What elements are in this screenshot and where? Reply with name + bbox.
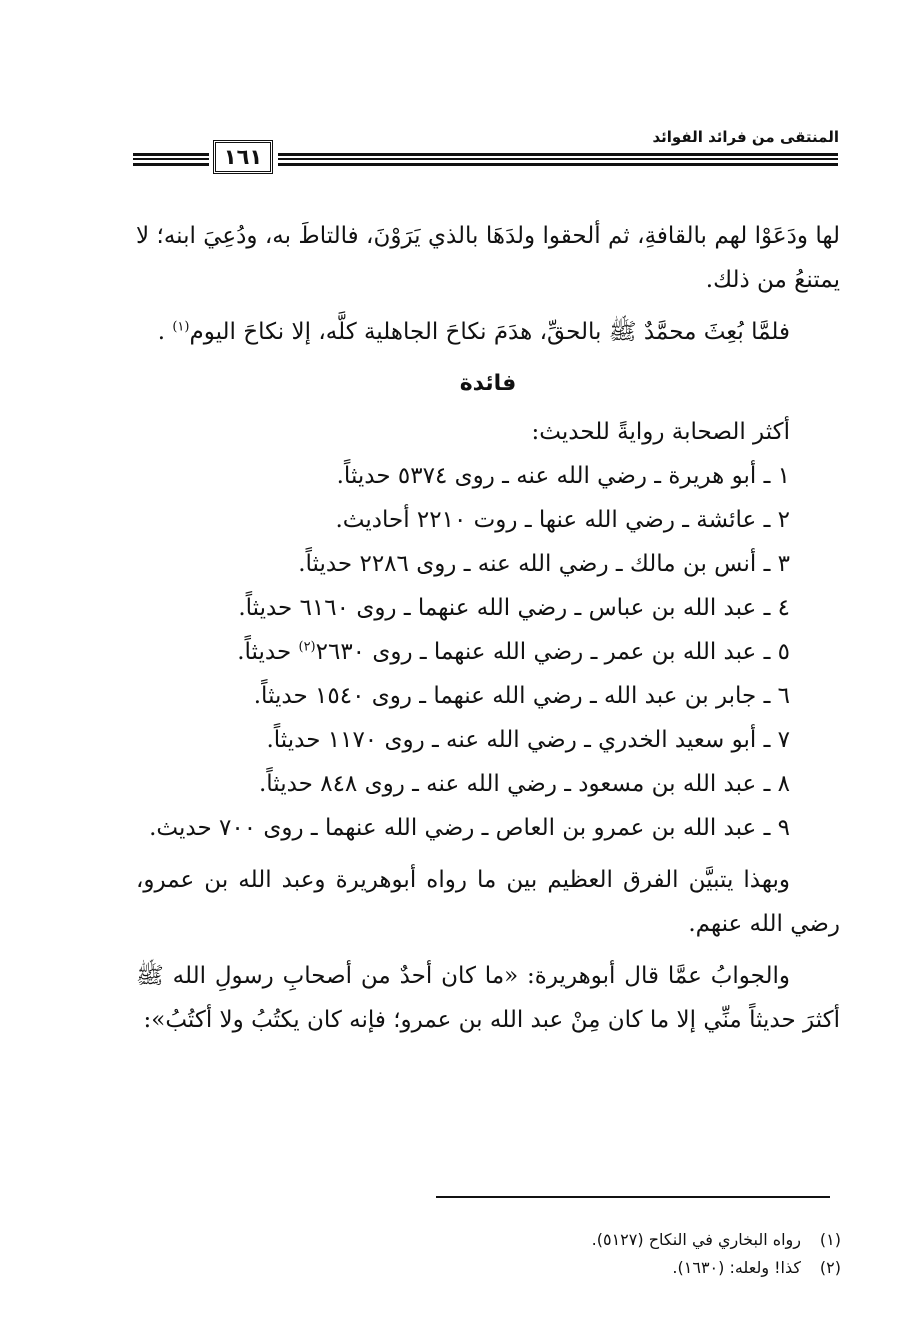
list-item-5-end: حديثاً. xyxy=(237,639,292,665)
footnote-ref-2: (٢) xyxy=(298,639,316,655)
list-item: ٣ ـ أنس بن مالك ـ رضي الله عنه ـ روى ٢٢٨٦ حديثاً. xyxy=(298,551,790,577)
header-rule-right xyxy=(278,153,838,166)
footnote-ref-1: (١) xyxy=(172,319,190,335)
footnotes xyxy=(281,1226,841,1282)
footnote-2 xyxy=(281,1254,841,1282)
paragraph-4: والجوابُ عمَّا قال أبوهريرة: «ما كان أحدٌ من أصحابِ رسولِ الله ﷺ أكثرَ حديثاً منِّي إلا ما كان مِنْ عبد الله بن عمرو؛ فإنه كان يكتُبُ ولا أكتُبُ»: xyxy=(136,963,840,1033)
paragraph-3: وبهذا يتبيَّن الفرق العظيم بين ما رواه أبوهريرة وعبد الله بن عمرو، رضي الله عنهم. xyxy=(136,867,840,937)
page-number: ١٦١ xyxy=(213,140,273,174)
list-item: ٩ ـ عبد الله بن عمرو بن العاص ـ رضي الله عنهما ـ روى ٧٠٠ حديث. xyxy=(149,815,790,841)
footnote-text: كذا! ولعله: (١٦٣٠). xyxy=(672,1258,801,1277)
paragraph-2-end: . xyxy=(157,319,166,345)
footnote-number: (٢) xyxy=(819,1258,841,1277)
list-item: ٧ ـ أبو سعيد الخدري ـ رضي الله عنه ـ روى ١١٧٠ حديثاً. xyxy=(266,727,790,753)
list-item: ٦ ـ جابر بن عبد الله ـ رضي الله عنهما ـ روى ١٥٤٠ حديثاً. xyxy=(253,683,790,709)
list-item: ٨ ـ عبد الله بن مسعود ـ رضي الله عنه ـ روى ٨٤٨ حديثاً. xyxy=(258,771,790,797)
list-item-5-text: ٥ ـ عبد الله بن عمر ـ رضي الله عنهما ـ روى ٢٦٣٠ xyxy=(315,639,790,665)
companions-list xyxy=(136,454,840,850)
header-rule-left xyxy=(133,153,209,166)
main-text xyxy=(136,214,840,1050)
list-item xyxy=(136,630,790,674)
list-intro: أكثر الصحابة روايةً للحديث: xyxy=(531,419,790,445)
paragraph-2 xyxy=(136,310,840,354)
paragraph-1: لها ودَعَوْا لهم بالقافةِ، ثم ألحقوا ولدَهَا بالذي يَرَوْنَ، فالتاطَ به، ودُعِيَ ابنه؛ لا يمتنعُ من ذلك. xyxy=(136,223,840,293)
list-item: ٤ ـ عبد الله بن عباس ـ رضي الله عنهما ـ روى ٦١٦٠ حديثاً. xyxy=(238,595,790,621)
running-header-title: المنتقى من فرائد الفوائد xyxy=(652,128,839,146)
footnote-number: (١) xyxy=(819,1230,841,1249)
list-item: ٢ ـ عائشة ـ رضي الله عنها ـ روت ٢٢١٠ أحاديث. xyxy=(335,507,790,533)
list-item: ١ ـ أبو هريرة ـ رضي الله عنه ـ روى ٥٣٧٤ حديثاً. xyxy=(336,463,790,489)
paragraph-2-text: فلمَّا بُعِثَ محمَّدٌ ﷺ بالحقِّ، هدَمَ نكاحَ الجاهلية كلَّه، إلا نكاحَ اليوم xyxy=(189,319,790,345)
section-heading: فائدة xyxy=(459,371,517,396)
footnote-separator xyxy=(436,1196,830,1198)
footnote-text: رواه البخاري في النكاح (٥١٢٧). xyxy=(591,1230,801,1249)
footnote-1 xyxy=(281,1226,841,1254)
